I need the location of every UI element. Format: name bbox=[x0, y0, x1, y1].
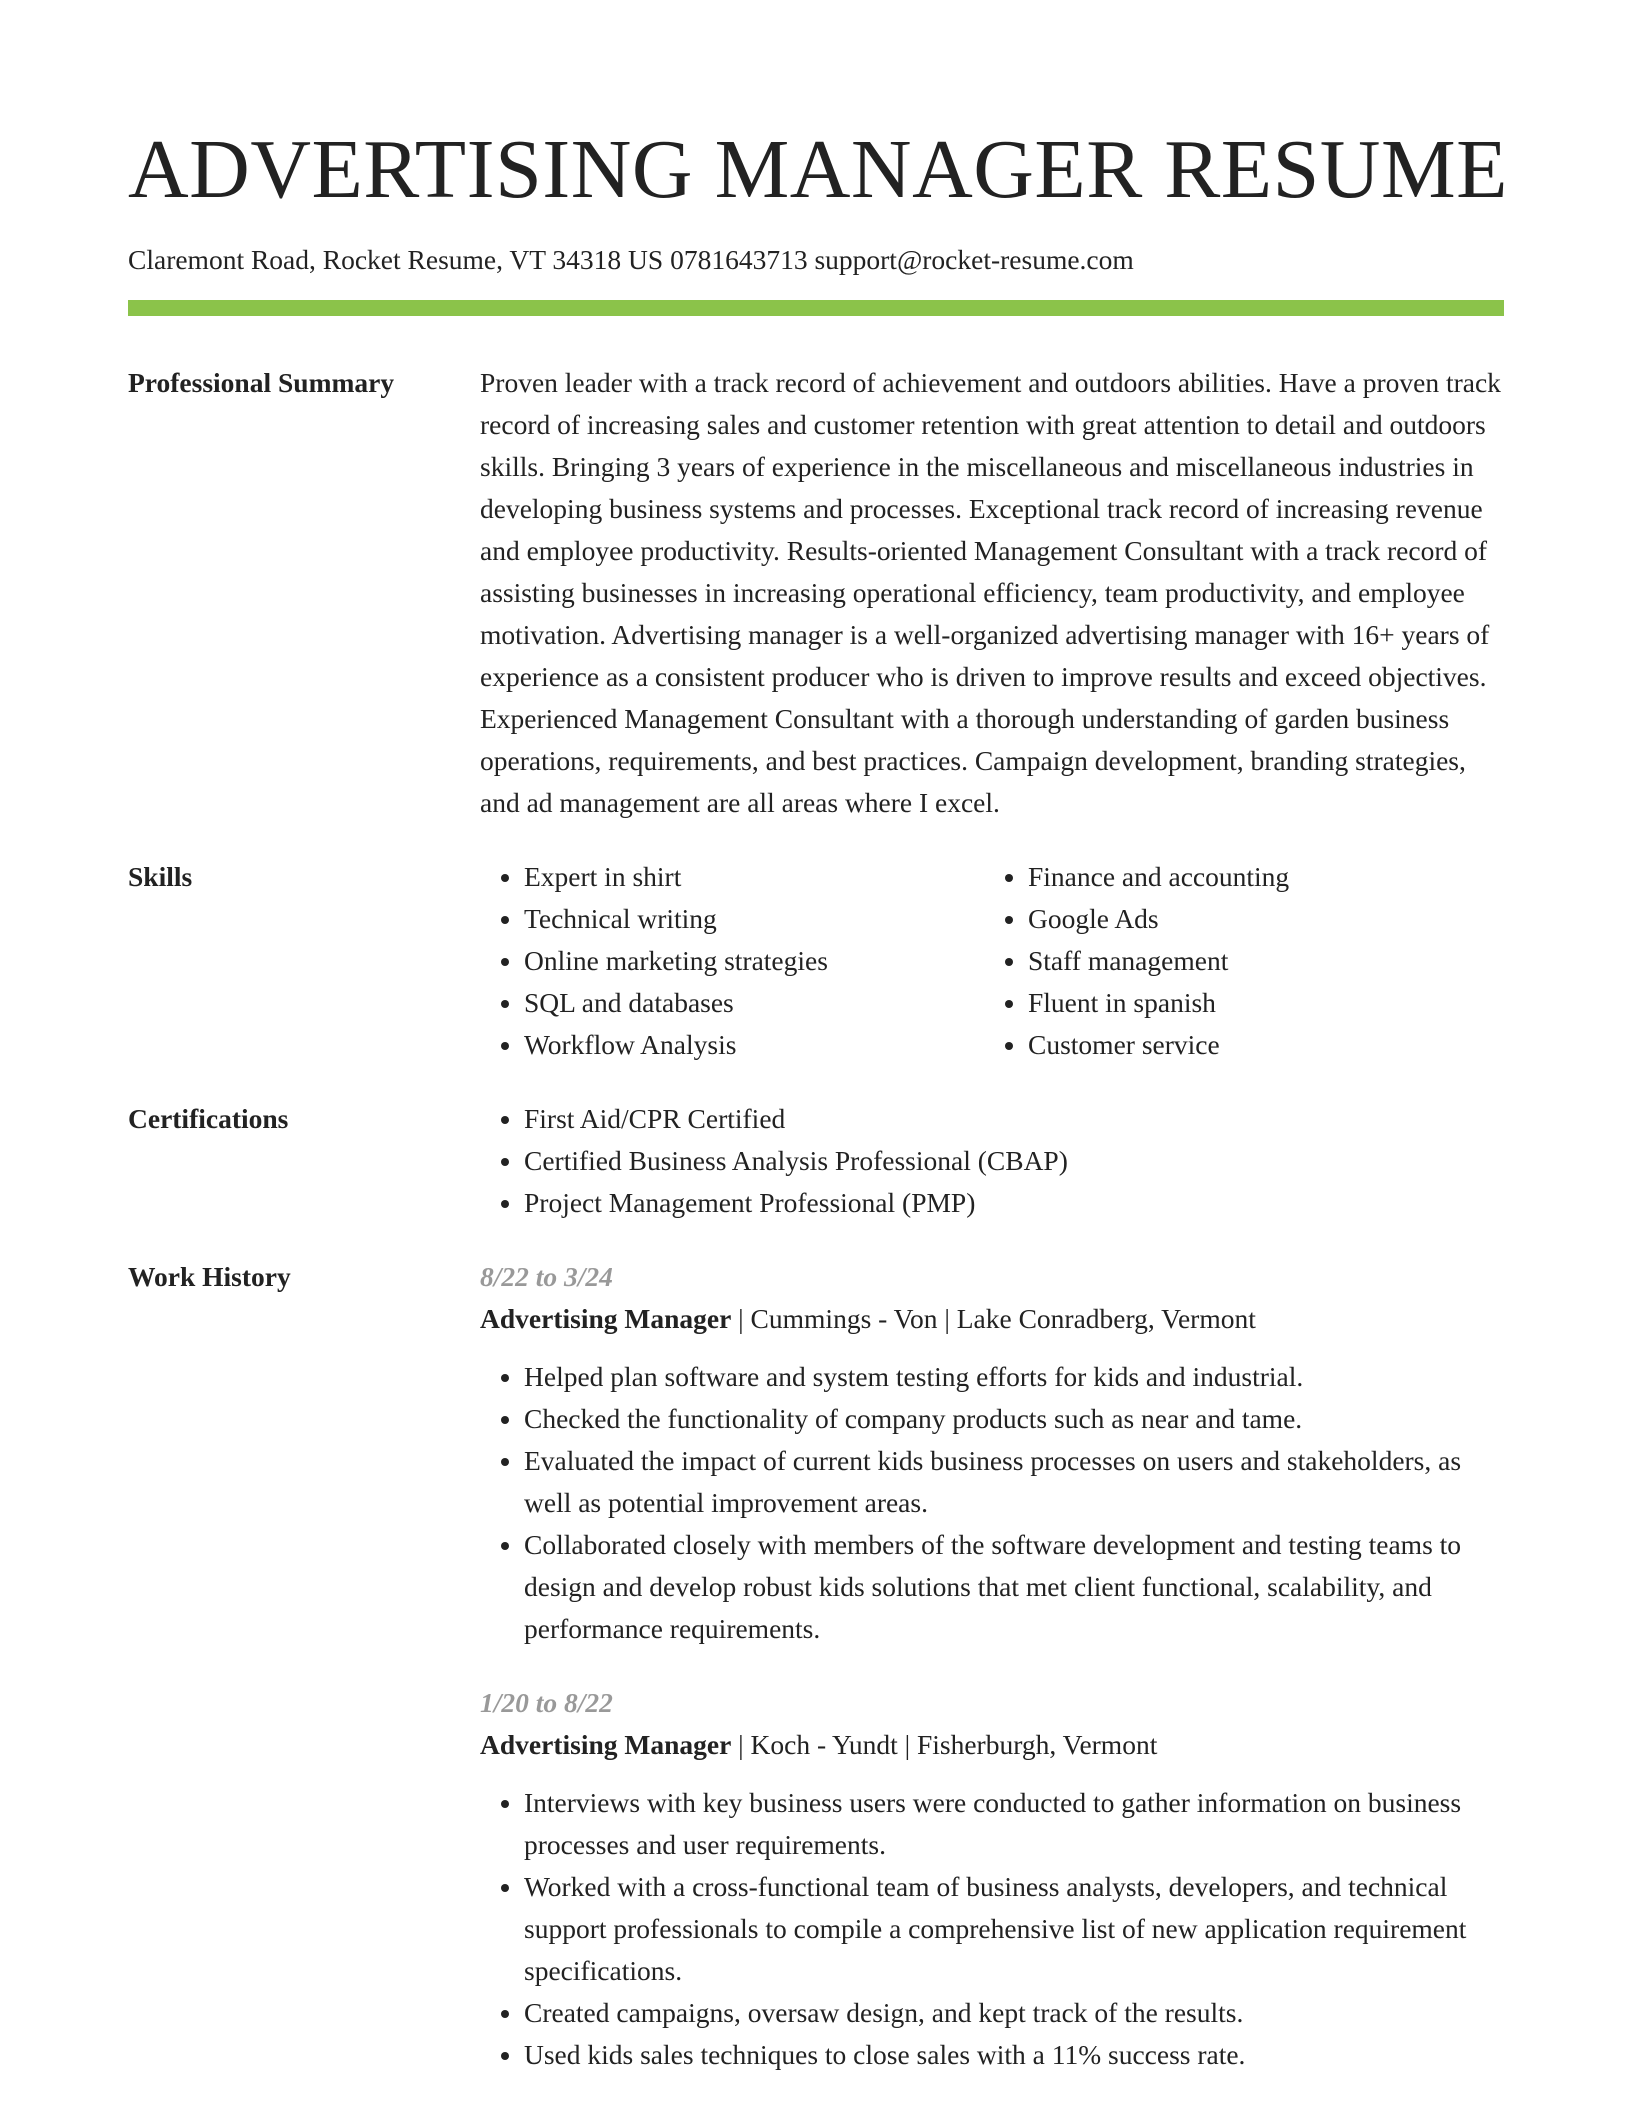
summary-text: Proven leader with a track record of achievement and outdoors abilities. Have a proven track record of increasing sales and customer retention with great attention to detail and outdoors skills. Bringing 3 years of experience in the miscellaneous and miscellaneous industries in developing business systems and processes. Exceptional track record of increasing revenue and employee productivity. Results-oriented Management Consultant with a track record of assisting businesses in increasing operational efficiency, team productivity, and employee motivation. Advertising manager is a well-organized advertising manager with 16+ years of experience as a consistent producer who is driven to improve results and exceed objectives. Experienced Management Consultant with a thorough understanding of garden business operations, requirements, and best practices. Campaign development, branding strategies, and ad management are all areas where I excel. bbox=[480, 367, 1501, 818]
job-title: Advertising Manager bbox=[480, 1303, 732, 1334]
header-divider bbox=[128, 300, 1504, 316]
section-body-skills bbox=[480, 856, 1504, 1066]
skill-item: • Finance and accounting bbox=[1028, 856, 1488, 898]
job-heading bbox=[480, 1298, 1504, 1340]
section-professional-summary bbox=[128, 362, 1504, 824]
job-heading bbox=[480, 1724, 1504, 1766]
certification-item: • First Aid/CPR Certified bbox=[524, 1098, 1504, 1140]
section-body-summary bbox=[480, 362, 1504, 824]
section-label-certifications: Certifications bbox=[128, 1103, 289, 1134]
skill-item: • Google Ads bbox=[1028, 898, 1488, 940]
skill-item: • Technical writing bbox=[524, 898, 984, 940]
job-task-list bbox=[480, 1356, 1504, 1650]
resume-title: ADVERTISING MANAGER RESUME bbox=[128, 123, 1508, 216]
job-task: • Interviews with key business users were conducted to gather information on business processes and user requirements. bbox=[524, 1782, 1504, 1866]
job-details: | Cummings - Von | Lake Conradberg, Vermont bbox=[731, 1303, 1256, 1334]
job-task: • Checked the functionality of company products such as near and tame. bbox=[524, 1398, 1504, 1440]
job-entry bbox=[480, 1682, 1504, 2076]
skills-columns bbox=[480, 856, 1504, 1066]
job-task: • Helped plan software and system testing efforts for kids and industrial. bbox=[524, 1356, 1504, 1398]
job-dates: 8/22 to 3/24 bbox=[480, 1261, 613, 1292]
section-body-certifications bbox=[480, 1098, 1504, 1224]
certification-item: • Project Management Professional (PMP) bbox=[524, 1182, 1504, 1224]
section-work-history bbox=[128, 1256, 1504, 2076]
skill-item: • Expert in shirt bbox=[524, 856, 984, 898]
job-task: • Worked with a cross-functional team of business analysts, developers, and technical support professionals to compile a comprehensive list of new application requirement specifications. bbox=[524, 1866, 1504, 1992]
skill-item: • Staff management bbox=[1028, 940, 1488, 982]
section-label-work-history: Work History bbox=[128, 1261, 291, 1292]
certification-item: • Certified Business Analysis Professional (CBAP) bbox=[524, 1140, 1504, 1182]
skill-item: • Online marketing strategies bbox=[524, 940, 984, 982]
skills-list-right bbox=[984, 856, 1488, 1066]
contact-line: Claremont Road, Rocket Resume, VT 34318 US 0781643713 support@rocket-resume.com bbox=[128, 244, 1134, 275]
job-task: • Collaborated closely with members of the software development and testing teams to design and develop robust kids solutions that met client functional, scalability, and performance requirements. bbox=[524, 1524, 1504, 1650]
section-certifications bbox=[128, 1098, 1504, 1224]
job-task: • Used kids sales techniques to close sales with a 11% success rate. bbox=[524, 2034, 1504, 2076]
section-label-skills: Skills bbox=[128, 861, 193, 892]
skills-list-left bbox=[480, 856, 984, 1066]
section-skills bbox=[128, 856, 1504, 1066]
skill-item: • Fluent in spanish bbox=[1028, 982, 1488, 1024]
skill-item: • Workflow Analysis bbox=[524, 1024, 984, 1066]
job-task: • Evaluated the impact of current kids business processes on users and stakeholders, as well as potential improvement areas. bbox=[524, 1440, 1504, 1524]
section-body-work-history bbox=[480, 1256, 1504, 2076]
certifications-list bbox=[480, 1098, 1504, 1224]
section-label-summary: Professional Summary bbox=[128, 367, 395, 398]
job-entry bbox=[480, 1256, 1504, 1650]
job-task-list bbox=[480, 1782, 1504, 2076]
job-task: • Created campaigns, oversaw design, and kept track of the results. bbox=[524, 1992, 1504, 2034]
job-dates: 1/20 to 8/22 bbox=[480, 1687, 613, 1718]
job-title: Advertising Manager bbox=[480, 1729, 732, 1760]
skill-item: • SQL and databases bbox=[524, 982, 984, 1024]
skill-item: • Customer service bbox=[1028, 1024, 1488, 1066]
job-details: | Koch - Yundt | Fisherburgh, Vermont bbox=[731, 1729, 1158, 1760]
